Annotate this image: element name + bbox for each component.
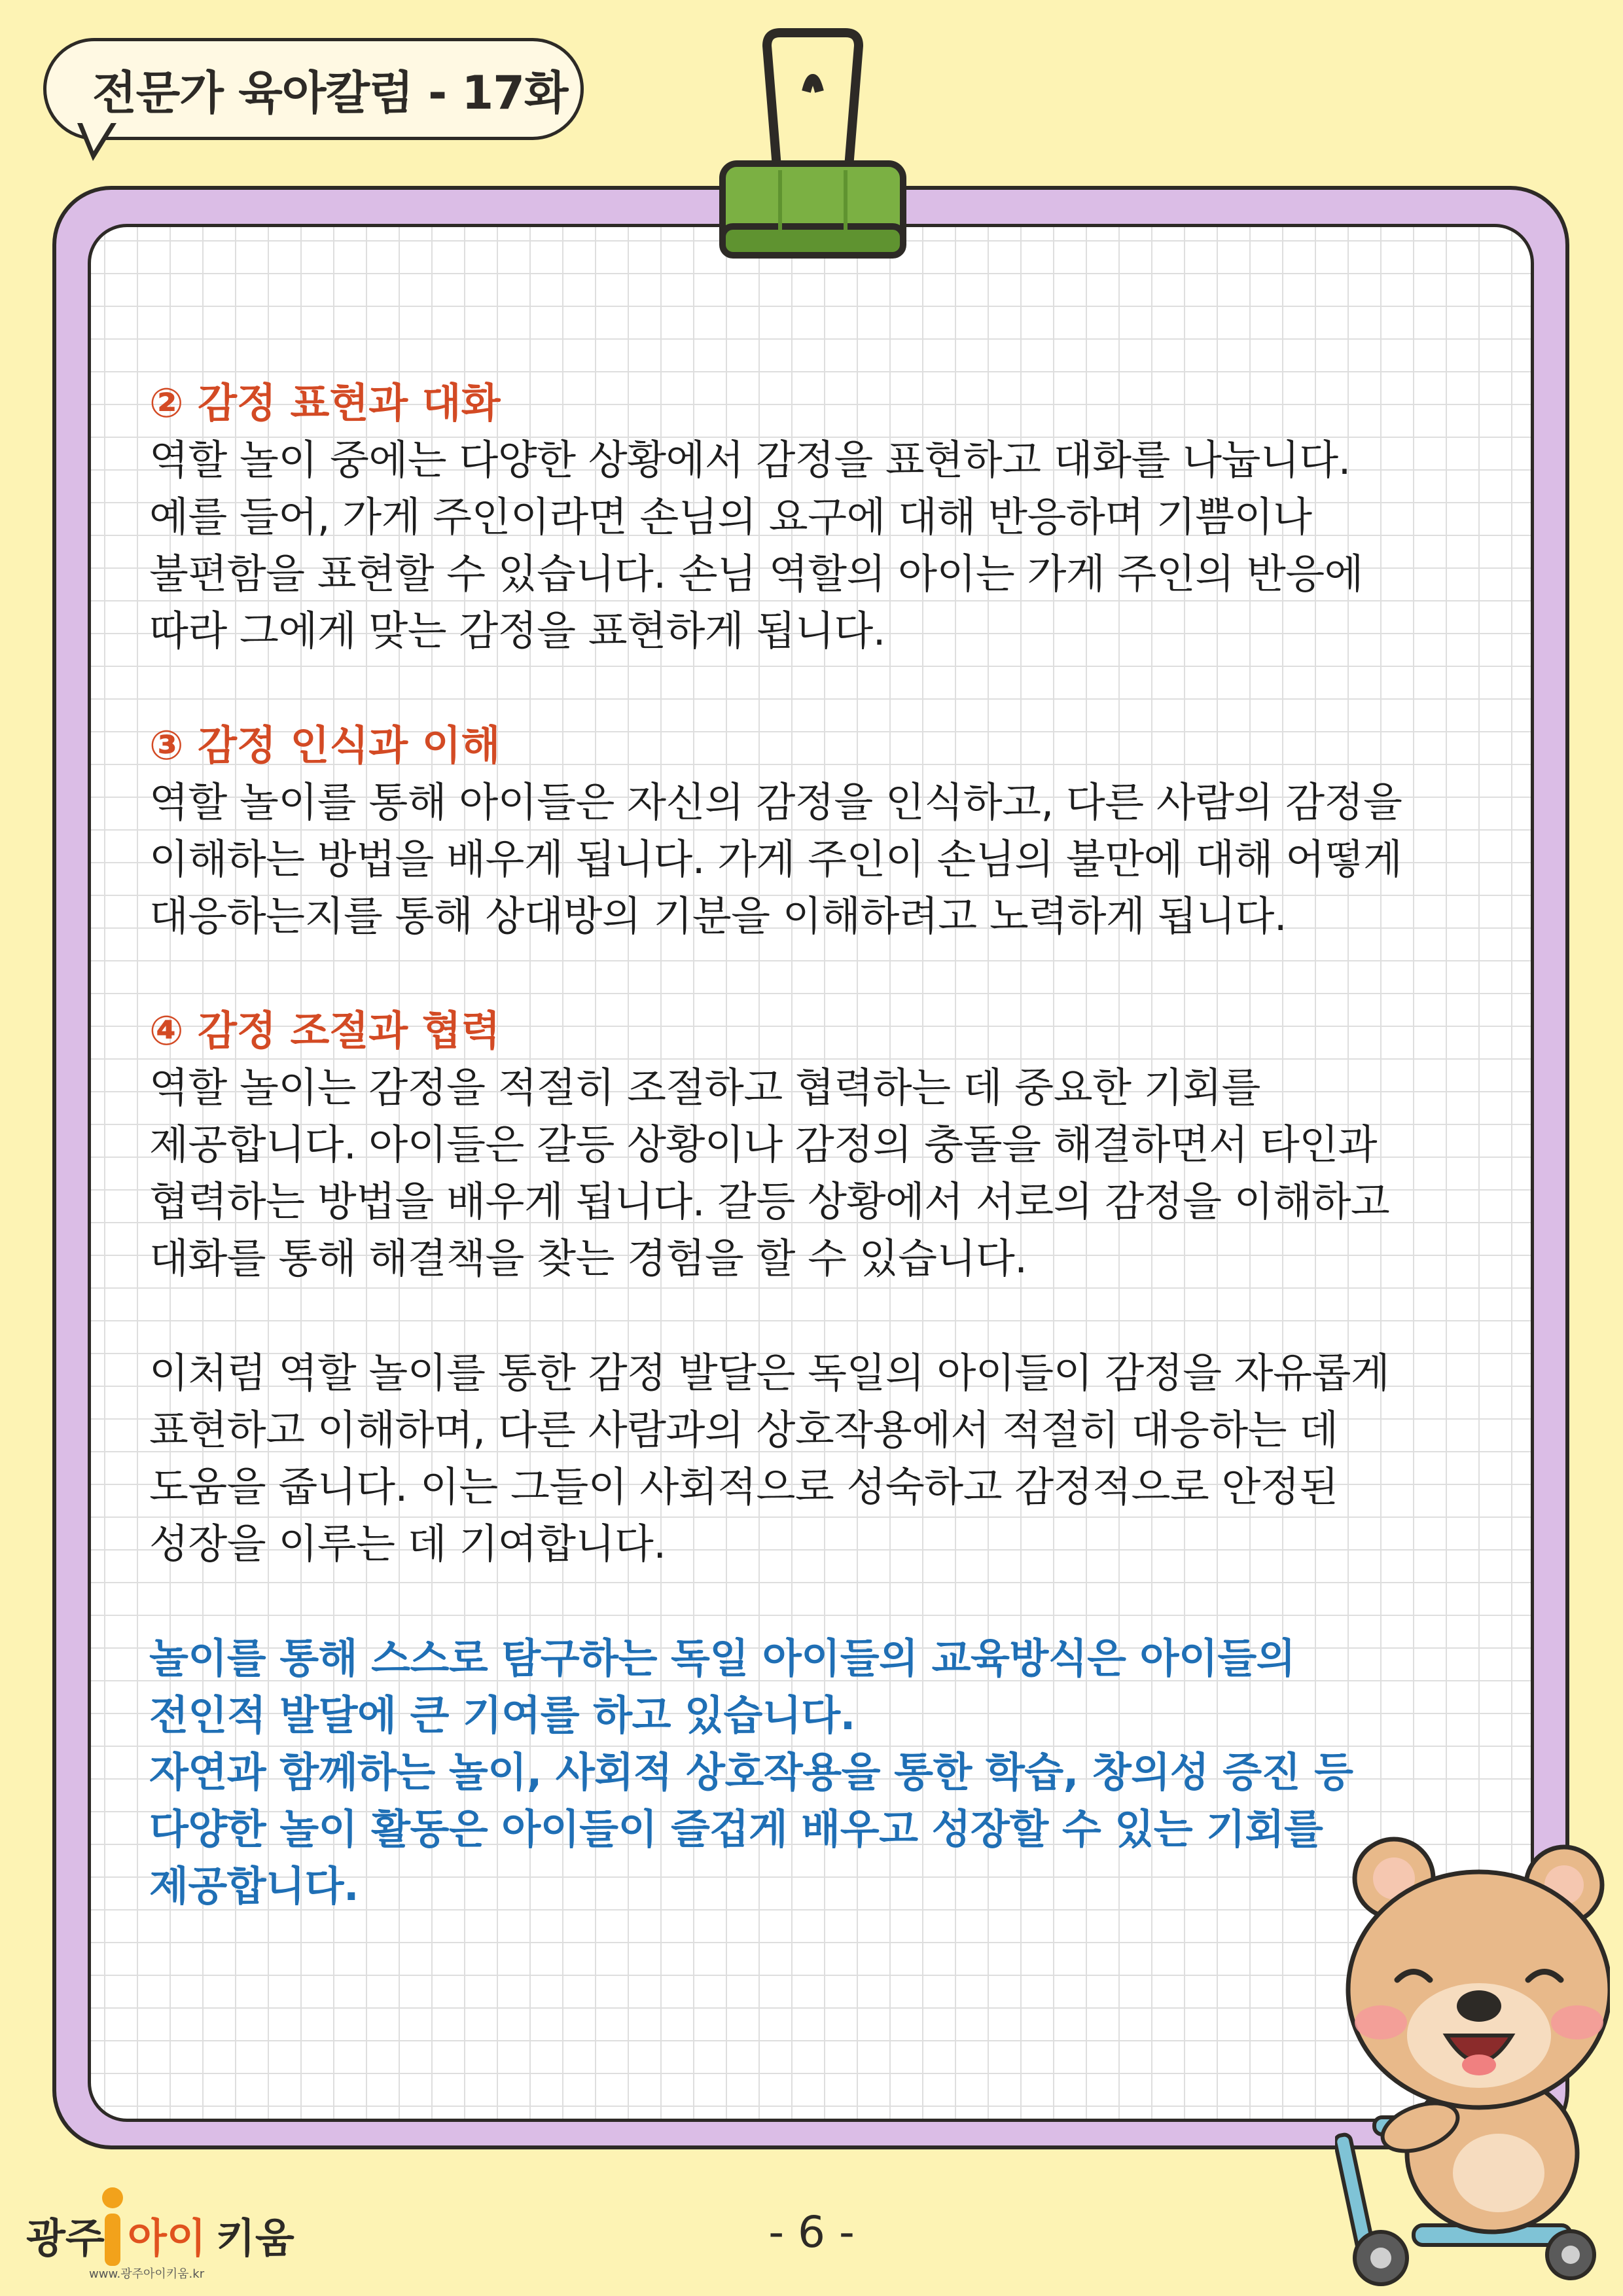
highlight-paragraph [149,1630,1484,1914]
section-line: 협력하는 방법을 배우게 됩니다. 갈등 상황에서 서로의 감정을 이해하고 [149,1177,1390,1225]
section-line: 역할 놀이를 통해 아이들은 자신의 감정을 인식하고, 다른 사람의 감정을 [149,778,1402,826]
section-line: 예를 들어, 가게 주인이라면 손님의 요구에 대해 반응하며 기쁨이나 [149,493,1312,541]
binder-clip-icon [708,26,918,275]
highlight-line: 놀이를 통해 스스로 탐구하는 독일 아이들의 교육방식은 아이들의 [149,1634,1296,1682]
logo-text-left: 광주 [26,2214,105,2262]
series-title-bubble [43,38,584,140]
highlight-line: 다양한 놀이 활동은 아이들이 즐겁게 배우고 성장할 수 있는 기회를 [149,1805,1323,1853]
highlight-line: 자연과 함께하는 놀이, 사회적 상호작용을 통한 학습, 창의성 증진 등 [149,1748,1353,1796]
section-emotion-expression [149,374,1484,659]
section-heading: ② 감정 표현과 대화 [149,379,501,427]
quokka-scooter-mascot-icon [1335,1826,1610,2291]
section-heading: ③ 감정 인식과 이해 [149,721,501,769]
section-line: 따라 그에게 맞는 감정을 표현하게 됩니다. [149,607,885,655]
conclusion-line: 이처럼 역할 놀이를 통한 감정 발달은 독일의 아이들이 감정을 자유롭게 [149,1349,1390,1397]
gwangju-ai-kium-logo [26,2186,301,2284]
section-line: 역할 놀이 중에는 다양한 상황에서 감정을 표현하고 대화를 나눕니다. [149,436,1351,484]
section-line: 제공합니다. 아이들은 갈등 상황이나 감정의 충돌을 해결하면서 타인과 [149,1121,1378,1168]
article-content [149,374,1484,1914]
logo-text-right: 키움 [216,2214,294,2262]
bubble-tail-fill [82,122,112,151]
section-heading: ④ 감정 조절과 협력 [149,1007,501,1054]
highlight-line: 전인적 발달에 큰 기여를 하고 있습니다. [149,1691,855,1739]
section-line: 대응하는지를 통해 상대방의 기분을 이해하려고 노력하게 됩니다. [149,892,1287,940]
section-emotion-regulation [149,1002,1484,1287]
section-line: 대화를 통해 해결책을 찾는 경험을 할 수 있습니다. [149,1234,1027,1282]
conclusion-line: 성장을 이루는 데 기여합니다. [149,1520,666,1568]
section-line: 이해하는 방법을 배우게 됩니다. 가게 주인이 손님의 불만에 대해 어떻게 [149,835,1402,883]
section-line: 불편함을 표현할 수 있습니다. 손님 역할의 아이는 가게 주인의 반응에 [149,550,1364,598]
highlight-line: 제공합니다. [149,1862,359,1910]
conclusion-paragraph [149,1344,1484,1572]
logo-text-mid: 아이 [128,2214,206,2262]
series-title: 전문가 육아칼럼 - 17화 [92,65,568,120]
conclusion-line: 표현하고 이해하며, 다른 사람과의 상호작용에서 적절히 대응하는 데 [149,1406,1338,1454]
section-line: 역할 놀이는 감정을 적절히 조절하고 협력하는 데 중요한 기회를 [149,1064,1260,1111]
logo-person-icon [99,2186,126,2271]
section-emotion-recognition [149,717,1484,944]
page-number: - 6 - [768,2207,855,2257]
logo-url: www.광주아이키움.kr [89,2267,205,2281]
conclusion-line: 도움을 줍니다. 이는 그들이 사회적으로 성숙하고 감정적으로 안정된 [149,1463,1338,1511]
